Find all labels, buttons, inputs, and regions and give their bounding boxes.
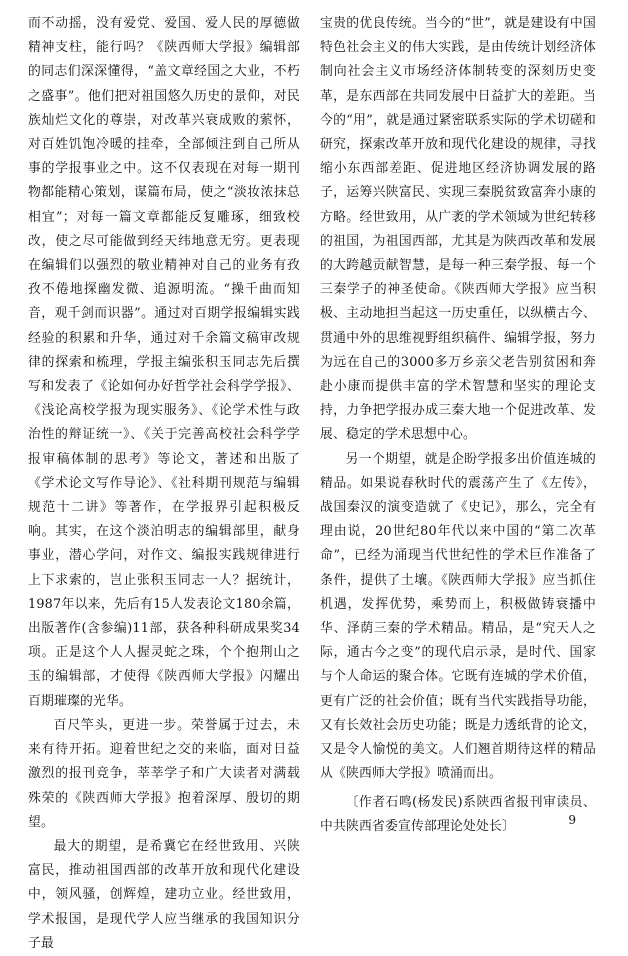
right-text-column (320, 12, 596, 839)
paragraph: 百尺竿头，更进一步。荣誉属于过去，未来有待开拓。迎着世纪之交的来临，面对日益激烈的报刊竞争，莘莘学子和广大读者对满载殊荣的《陕西师大学报》抱着深厚、殷切的期望。 (28, 717, 300, 830)
paragraph-continued: 而不动摇，没有爱党、爱国、爱人民的厚德做精神支柱，能行吗？《陕西师大学报》编辑部的同志们深深懂得，“盖文章经国之大业，不朽之盛事”。他们把对祖国悠久历史的景仰，对民族灿烂文化的尊崇，对改革兴衰成败的萦怀，对百姓饥饱冷暖的挂牵，全部倾注到自己所从事的学报事业之中。这不仅表现在对每一期刊物都能精心策划，谋篇布局，使之“淡妆浓抹总相宜”；对每一篇文章都能反复雕琢，细致校改，使之尽可能做到经天纬地意无穷。更表现在编辑们以强烈的敬业精神对自己的业务有孜孜不倦地探幽发微、追源明流。“操千曲而知音，观千剑而识器”。通过对百期学报编辑实践经验的积累和升华，通过对千余篇文稿审改规律的探索和梳理，学报主编张积玉同志先后撰写和发表了《论如何办好哲学社会科学学报》、《浅论高校学报为现实服务》、《论学术性与政治性的辩证统一》、《关于完善高校社会科学学报审稿体制的思考》等论文，著述和出版了《学术论文写作导论》、《社科期刊规范与编辑规范十二讲》等著作，在学报界引起积极反响。其实，在这个淡泊明志的编辑部里，献身事业，潜心学问，对作文、编报实践规律进行上下求索的，岂止张积玉同志一人？据统计，1987年以来，先后有15人发表论文180余篇，出版著作(含参编)11部，获各种科研成果奖34项。正是这个人人握灵蛇之珠，个个抱荆山之玉的编辑部，才使得《陕西师大学报》闪耀出百期璀璨的光华。 (28, 16, 300, 709)
paragraph: 最大的期望，是希冀它在经世致用、兴陕富民，推动祖国西部的改革开放和现代化建设中，领风骚，创辉煌，建功立业。经世致用，学术报国，是现代学人应当继承的我国知识分子最 (28, 838, 300, 951)
author-note: 〔作者石鸣(杨发民)系陕西省报刊审读员、中共陕西省委宣传部理论处处长〕 (320, 794, 596, 834)
paragraph: 另一个期望，就是企盼学报多出价值连城的精品。如果说春秋时代的震荡产生了《左传》，战国秦汉的演变造就了《史记》，那么，完全有理由说，20世纪80年代以来中国的“第二次革命”，已经为涌现当代世纪性的学术巨作准备了条件，提供了土壤。《陕西师大学报》应当抓住机遇，发挥优势，乘势而上，积极做铸衰播中华、泽荫三秦的学术精品。精品，是“究天人之际，通古今之变”的现代启示录，是时代、国家与个人命运的聚合体。它既有连城的学术价值，更有广泛的社会价值；既有当代实践指导功能，又有长效社会历史功能；既是力透纸背的论文，又是令人愉悦的美文。人们翘首期待这样的精品从《陕西师大学报》喷涌而出。 (320, 451, 596, 782)
paragraph-continued: 宝贵的优良传统。当今的“世”，就是建设有中国特色社会主义的伟大实践，是由传统计划经济体制向社会主义市场经济体制转变的深刻历史变革，是东西部在共同发展中日益扩大的差距。当今的“用”，就是通过紧密联系实际的学术切磋和研究，探索改革开放和现代化建设的规律，寻找缩小东西部差距、促进地区经济协调发展的路子，运筹兴陕富民、实现三秦脱贫致富奔小康的方略。经世致用，从广袤的学术领域为世纪转移的祖国，为祖国西部，尤其是为陕西改革和发展的大跨越贡献智慧，是每一种三秦学报、每一个三秦学子的神圣使命。《陕西师大学报》应当积极、主动地担当起这一历史重任，以纵横古今、贯通中外的思维视野组织稿件、编辑学报，努力为远在自己的3000多万乡亲父老告别贫困和奔赴小康而提供丰富的学术智慧和坚实的理论支持，力争把学报办成三秦大地一个促进改革、发展、稳定的学术思想中心。 (320, 16, 596, 443)
page-number: 9 (568, 813, 576, 827)
left-text-column (28, 12, 300, 956)
